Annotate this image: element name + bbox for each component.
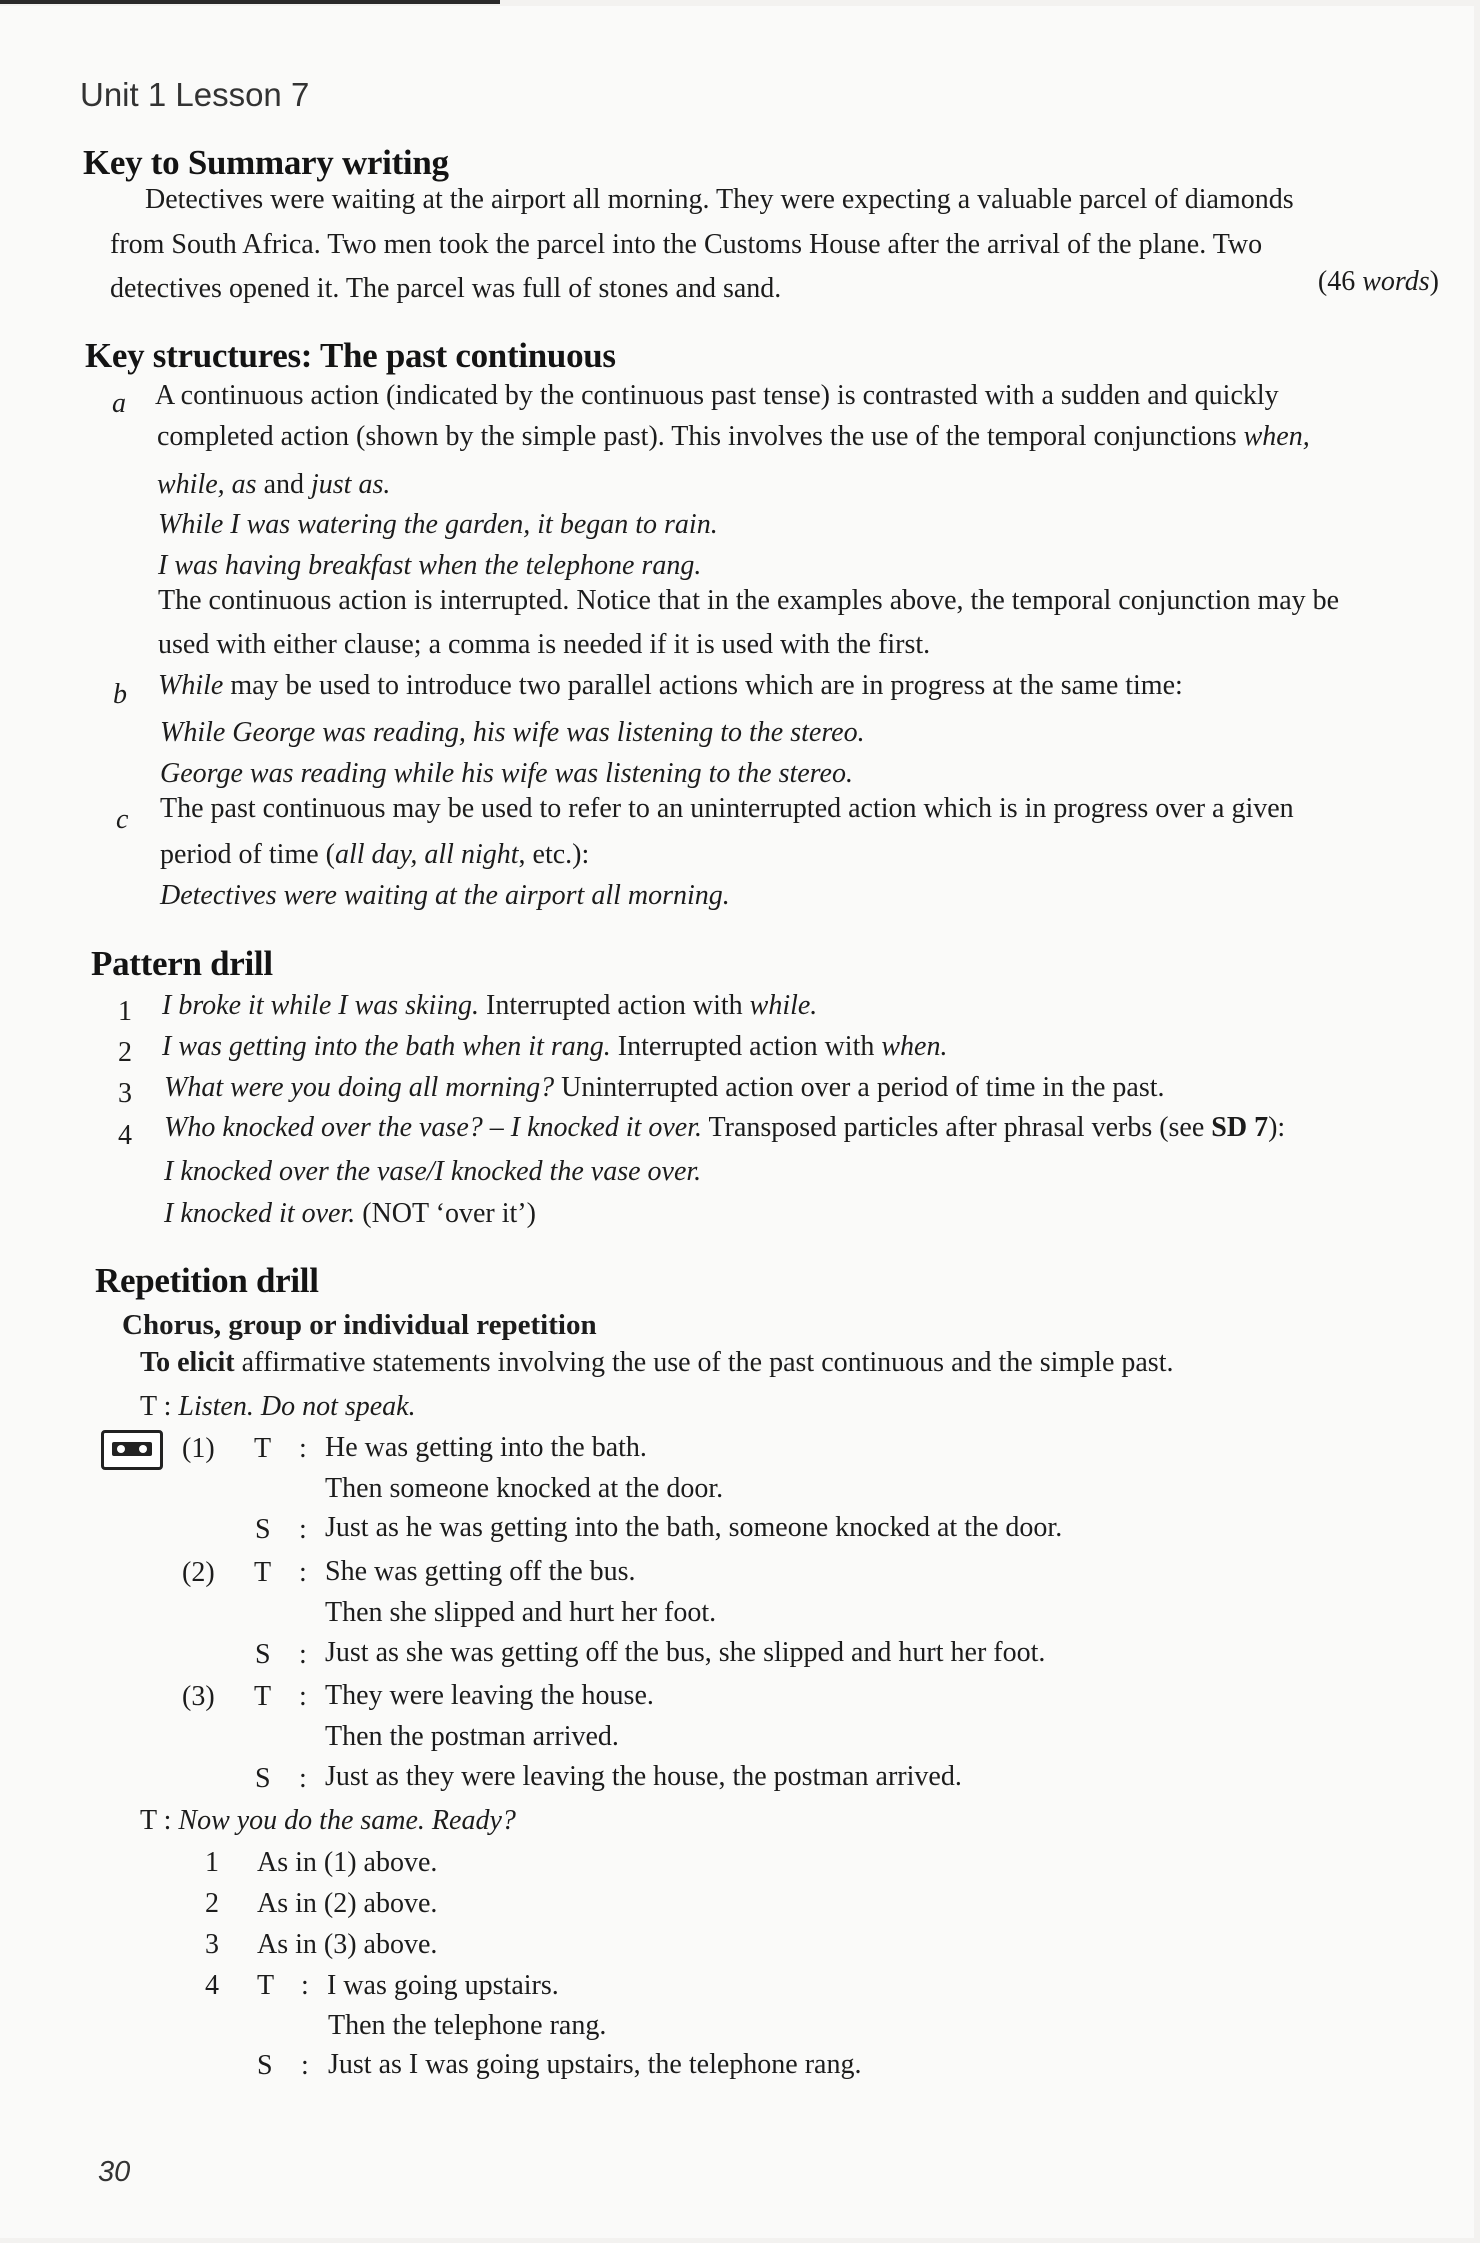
example-sentence: Detectives were waiting at the airport all morning. — [160, 880, 730, 911]
speaker-teacher: T — [254, 1681, 272, 1712]
structures-a-line: used with either clause; a comma is needed if it is used with the first. — [158, 629, 931, 660]
summary-line: detectives opened it. The parcel was full of stones and sand. — [110, 273, 782, 304]
pattern-item: I broke it while I was skiing. Interrupted action with while. — [162, 990, 818, 1021]
list-item: As in (2) above. — [257, 1888, 438, 1919]
structures-heading: Key structures: The past continuous — [85, 336, 616, 375]
teacher-line: Then the postman arrived. — [325, 1721, 619, 1752]
pattern-item-number: 1 — [118, 996, 132, 1027]
structures-b-line: While may be used to introduce two parallel actions which are in progress at the same time: — [158, 670, 1183, 701]
student-line: Just as I was going upstairs, the telephone rang. — [328, 2049, 862, 2080]
speaker-teacher: T — [254, 1433, 272, 1464]
example-sentence: While I was watering the garden, it began to rain. — [158, 509, 718, 540]
colon: : — [299, 1557, 307, 1588]
colon: : — [299, 1763, 307, 1794]
pattern-item: I was getting into the bath when it rang. Interrupted action with when. — [162, 1031, 948, 1062]
structures-a-line: completed action (shown by the simple past). This involves the use of the temporal conjunctions when, — [157, 421, 1310, 452]
colon: : — [301, 1970, 309, 2001]
speaker-student: S — [255, 1639, 271, 1670]
structures-a-line: The continuous action is interrupted. Notice that in the examples above, the temporal conjunction may be — [158, 585, 1340, 616]
speaker-student: S — [257, 2050, 273, 2081]
teacher-line: They were leaving the house. — [325, 1680, 654, 1711]
colon: : — [299, 1681, 307, 1712]
word-count: (46 words) — [1317, 266, 1439, 297]
speaker-student: S — [255, 1514, 271, 1545]
drill-number: (1) — [182, 1433, 215, 1464]
speaker-teacher: T — [257, 1970, 275, 2001]
structures-c-line: The past continuous may be used to refer to an uninterrupted action which is in progress over a given — [160, 793, 1294, 824]
teacher-line: Then someone knocked at the door. — [325, 1473, 724, 1504]
speaker-teacher: T — [254, 1557, 272, 1588]
structures-a-line: A continuous action (indicated by the continuous past tense) is contrasted with a sudden and quickly — [155, 380, 1279, 411]
page — [0, 6, 1474, 2238]
pattern-heading: Pattern drill — [91, 944, 273, 983]
item-label-c: c — [116, 804, 129, 835]
teacher-line: Then the telephone rang. — [328, 2010, 607, 2041]
cassette-icon — [101, 1430, 163, 1470]
list-item: As in (3) above. — [257, 1929, 438, 1960]
pattern-item: What were you doing all morning? Uninterrupted action over a period of time in the past. — [164, 1072, 1165, 1103]
summary-heading: Key to Summary writing — [83, 143, 449, 182]
elicit-line: To elicit affirmative statements involving the use of the past continuous and the simple past. — [140, 1347, 1174, 1378]
list-number: 2 — [205, 1888, 219, 1919]
summary-line: Detectives were waiting at the airport all morning. They were expecting a valuable parcel of diamonds — [145, 184, 1294, 215]
list-number: 4 — [205, 1970, 219, 2001]
teacher-line: I was going upstairs. — [327, 1970, 559, 2001]
student-line: Just as he was getting into the bath, someone knocked at the door. — [325, 1512, 1063, 1543]
summary-line: from South Africa. Two men took the parcel into the Customs House after the arrival of the plane. Two — [110, 229, 1263, 260]
top-edge-line — [0, 0, 500, 4]
student-line: Just as she was getting off the bus, she slipped and hurt her foot. — [325, 1637, 1046, 1668]
teacher-line: He was getting into the bath. — [325, 1432, 647, 1463]
unit-lesson-header: Unit 1 Lesson 7 — [80, 76, 310, 113]
colon: : — [299, 1639, 307, 1670]
drill-number: (2) — [182, 1557, 215, 1588]
pattern-item-number: 3 — [118, 1078, 132, 1109]
structures-c-line: period of time (all day, all night, etc.): — [160, 839, 590, 870]
pattern-item-number: 2 — [118, 1037, 132, 1068]
example-sentence: I knocked it over. (NOT ‘over it’) — [164, 1198, 536, 1229]
pattern-item-number: 4 — [118, 1120, 132, 1151]
colon: : — [299, 1514, 307, 1545]
example-sentence: I was having breakfast when the telephone rang. — [158, 550, 702, 581]
list-number: 3 — [205, 1929, 219, 1960]
student-line: Just as they were leaving the house, the postman arrived. — [325, 1761, 962, 1792]
drill-number: (3) — [182, 1681, 215, 1712]
item-label-a: a — [112, 388, 126, 419]
pattern-item: Who knocked over the vase? – I knocked it over. Transposed particles after phrasal verbs (see SD 7): — [164, 1112, 1286, 1143]
structures-a-line: while, as and just as. — [157, 469, 391, 500]
repetition-subheading: Chorus, group or individual repetition — [122, 1309, 597, 1341]
list-item: As in (1) above. — [257, 1847, 438, 1878]
list-number: 1 — [205, 1847, 219, 1878]
colon: : — [299, 1433, 307, 1464]
example-sentence: I knocked over the vase/I knocked the vase over. — [164, 1156, 702, 1187]
example-sentence: George was reading while his wife was listening to the stereo. — [160, 758, 853, 789]
teacher-line: She was getting off the bus. — [325, 1556, 636, 1587]
page-number: 30 — [98, 2156, 131, 2188]
repetition-heading: Repetition drill — [95, 1261, 319, 1300]
item-label-b: b — [113, 679, 127, 710]
teacher-line: Then she slipped and hurt her foot. — [325, 1597, 717, 1628]
teacher-instruction: T : Listen. Do not speak. — [140, 1391, 416, 1422]
example-sentence: While George was reading, his wife was listening to the stereo. — [160, 717, 865, 748]
speaker-student: S — [255, 1763, 271, 1794]
colon: : — [301, 2050, 309, 2081]
teacher-instruction: T : Now you do the same. Ready? — [140, 1805, 516, 1836]
